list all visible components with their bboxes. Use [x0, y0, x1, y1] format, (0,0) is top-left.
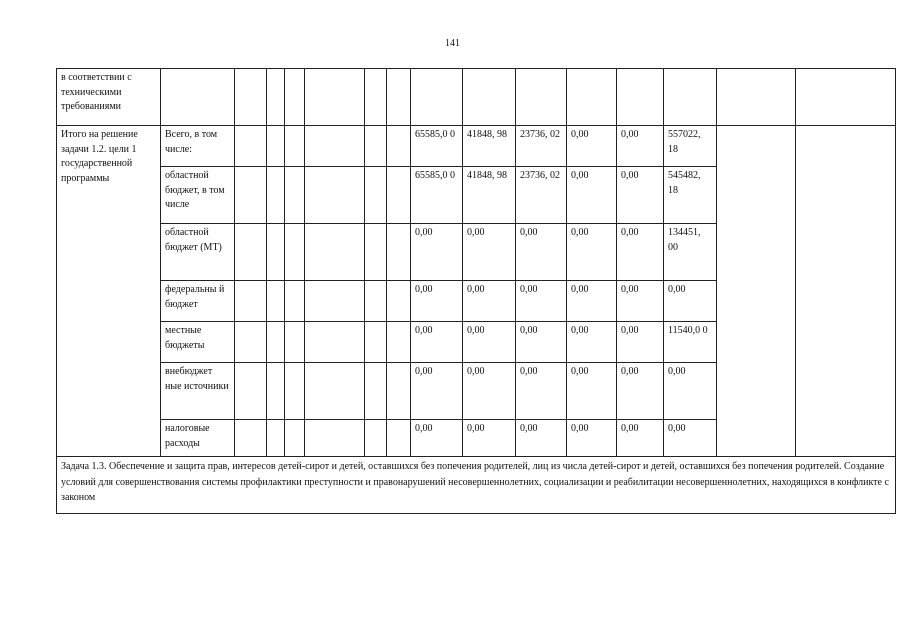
value-cell: 0,00 [617, 224, 664, 281]
value-cell: 0,00 [567, 363, 617, 420]
value-cell: 0,00 [463, 322, 516, 363]
value-cell: 0,00 [411, 322, 463, 363]
value-cell: 0,00 [617, 322, 664, 363]
value-cell: 65585,0 0 [411, 126, 463, 167]
value-cell: 0,00 [463, 281, 516, 322]
total-cell: 0,00 [664, 363, 717, 420]
value-cell: 0,00 [411, 281, 463, 322]
funding-source: местные бюджеты [161, 322, 235, 363]
task-row [57, 457, 896, 514]
value-cell: 0,00 [411, 224, 463, 281]
value-cell: 0,00 [567, 420, 617, 457]
value-cell: 0,00 [516, 281, 567, 322]
total-cell: 0,00 [664, 281, 717, 322]
value-cell: 0,00 [463, 224, 516, 281]
group-label: Итого на решение задачи 1.2. цели 1 государственной программы [57, 126, 161, 457]
value-cell: 41848, 98 [463, 126, 516, 167]
value-cell: 0,00 [567, 126, 617, 167]
funding-source: областной бюджет, в том числе [161, 167, 235, 224]
funding-source: Всего, в том числе: [161, 126, 235, 167]
table-row [57, 126, 896, 167]
funding-source: областной бюджет (МТ) [161, 224, 235, 281]
task-text: Задача 1.3. Обеспечение и защита прав, интересов детей-сирот и детей, оставшихся без попечения родителей, лиц из числа детей-сирот и детей, оставшихся без попечения родителей. Создание условий для совершенствования системы профилактики преступности и правонарушений несовершеннолетних, социализации и реабилитации несовершеннолетних, находящихся в конфликте с законом [57, 457, 896, 514]
value-cell: 0,00 [617, 126, 664, 167]
total-cell: 0,00 [664, 420, 717, 457]
budget-table [56, 68, 896, 514]
value-cell: 0,00 [567, 322, 617, 363]
value-cell: 65585,0 0 [411, 167, 463, 224]
value-cell: 0,00 [411, 420, 463, 457]
value-cell: 0,00 [617, 281, 664, 322]
value-cell: 0,00 [567, 281, 617, 322]
prev-row-label: в соответствии с техническими требованиями [57, 69, 161, 126]
value-cell: 0,00 [516, 363, 567, 420]
table-row-previous [57, 69, 896, 126]
funding-source: налоговые расходы [161, 420, 235, 457]
value-cell: 0,00 [463, 363, 516, 420]
value-cell: 0,00 [516, 322, 567, 363]
total-cell: 545482, 18 [664, 167, 717, 224]
value-cell: 0,00 [567, 224, 617, 281]
value-cell: 23736, 02 [516, 167, 567, 224]
value-cell: 0,00 [516, 420, 567, 457]
value-cell: 0,00 [516, 224, 567, 281]
funding-source: внебюджет ные источники [161, 363, 235, 420]
total-cell: 557022, 18 [664, 126, 717, 167]
value-cell: 0,00 [463, 420, 516, 457]
value-cell: 0,00 [567, 167, 617, 224]
funding-source: федеральны й бюджет [161, 281, 235, 322]
total-cell: 11540,0 0 [664, 322, 717, 363]
value-cell: 0,00 [411, 363, 463, 420]
total-cell: 134451, 00 [664, 224, 717, 281]
page-number: 141 [445, 38, 460, 49]
value-cell: 23736, 02 [516, 126, 567, 167]
value-cell: 0,00 [617, 420, 664, 457]
value-cell: 0,00 [617, 363, 664, 420]
value-cell: 41848, 98 [463, 167, 516, 224]
value-cell: 0,00 [617, 167, 664, 224]
